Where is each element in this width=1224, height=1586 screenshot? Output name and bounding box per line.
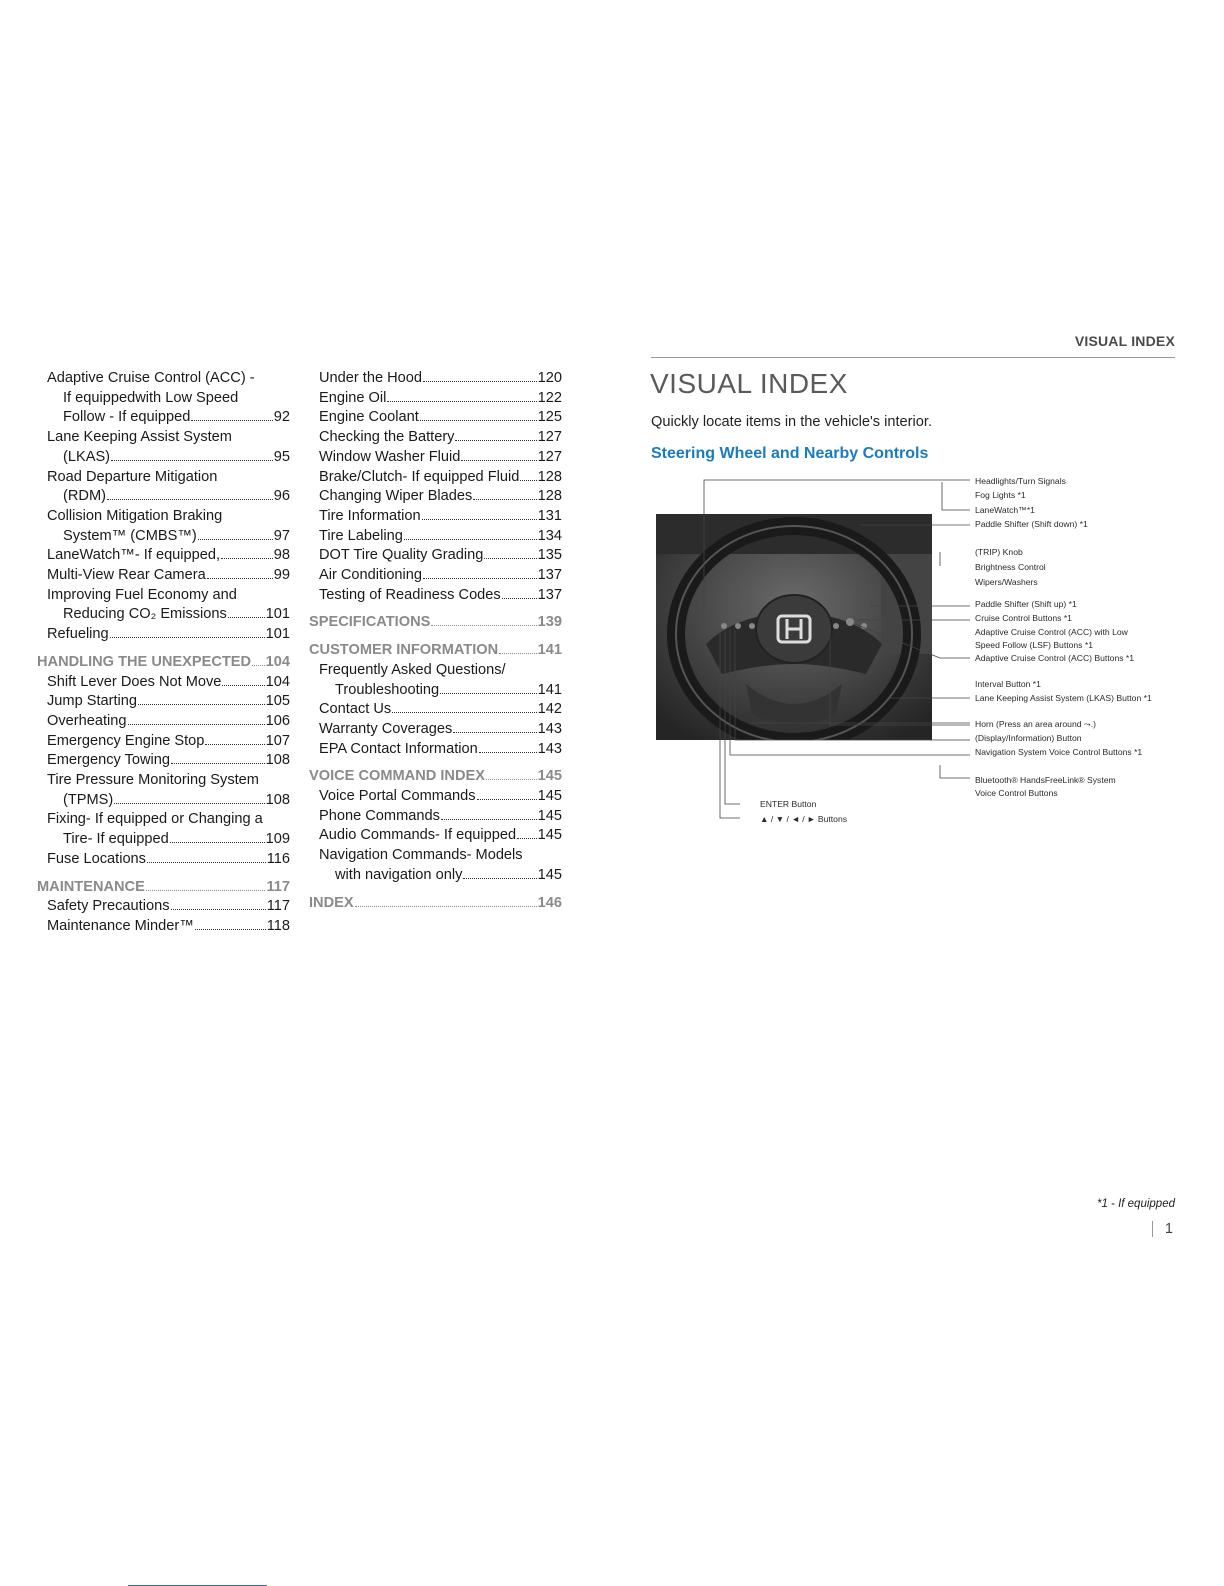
- toc-leader-dots: [195, 929, 266, 930]
- toc-page-number: 145: [537, 807, 562, 824]
- toc-leader-dots: [191, 420, 272, 421]
- callout-cruise-buttons: Cruise Control Buttons *1: [975, 613, 1072, 623]
- toc-entry-label-cont: System™ (CMBS™): [63, 527, 197, 544]
- visual-index-heading: Steering Wheel and Nearby Controls: [651, 445, 929, 462]
- toc-page-number: 143: [537, 720, 562, 737]
- callout-acc-buttons: Adaptive Cruise Control (ACC) Buttons *1: [975, 653, 1135, 663]
- toc-leader-dots: [252, 665, 265, 666]
- toc-entry[interactable]: [37, 507, 290, 546]
- toc-entry[interactable]: [309, 720, 562, 740]
- toc-leader-dots: [387, 401, 536, 402]
- toc-entry[interactable]: [37, 369, 290, 428]
- toc-entry-label: Safety Precautions: [47, 898, 170, 915]
- toc-entry[interactable]: [309, 389, 562, 409]
- callout-paddle-up: Paddle Shifter (Shift up) *1: [975, 599, 1077, 609]
- toc-page-number: 99: [273, 567, 290, 584]
- toc-section[interactable]: [309, 767, 562, 787]
- toc-entry-line: [47, 448, 290, 468]
- toc-page-number: 97: [273, 527, 290, 544]
- toc-leader-dots: [147, 862, 266, 863]
- toc-page-number: 104: [265, 673, 290, 690]
- toc-page-number: 92: [273, 409, 290, 426]
- toc-entry-line: [47, 408, 290, 428]
- toc-entry-label: Emergency Towing: [47, 752, 171, 769]
- toc-entry[interactable]: [37, 897, 290, 917]
- toc-entry-label: Navigation Commands- Models: [319, 847, 523, 864]
- toc-leader-dots: [111, 460, 273, 461]
- toc-entry[interactable]: [309, 408, 562, 428]
- toc-leader-dots: [461, 460, 536, 461]
- toc-leader-dots: [520, 480, 536, 481]
- toc-section[interactable]: [37, 878, 290, 898]
- toc-entry-label-cont: Troubleshooting: [335, 681, 440, 698]
- toc-page-number: 122: [537, 389, 562, 406]
- toc-page-number: 145: [537, 866, 562, 883]
- callout-interval-button: Interval Button *1: [975, 679, 1041, 689]
- toc-entry[interactable]: [37, 850, 290, 870]
- toc-leader-dots: [423, 578, 537, 579]
- toc-page-number: 139: [537, 614, 562, 631]
- toc-entry[interactable]: [37, 566, 290, 586]
- toc-entry-label: Tire Labeling: [319, 527, 403, 544]
- visual-index-title: VISUAL INDEX: [650, 368, 848, 399]
- toc-page-number: 101: [265, 606, 290, 623]
- toc-entry[interactable]: [37, 546, 290, 566]
- toc-leader-dots: [479, 752, 537, 753]
- toc-leader-dots: [114, 803, 264, 804]
- toc-leader-dots: [477, 799, 537, 800]
- toc-section[interactable]: [309, 894, 562, 914]
- toc-entry-label: Collision Mitigation Braking: [47, 507, 223, 524]
- footnote: *1 - If equipped: [1096, 1198, 1175, 1210]
- callout-arrow-buttons: ▲ / ▼ / ◄ / ► Buttons: [760, 814, 848, 824]
- toc-entry-label: Lane Keeping Assist System: [47, 429, 232, 446]
- toc-leader-dots: [171, 909, 266, 910]
- toc-leader-dots: [499, 653, 536, 654]
- toc-page-number: 95: [273, 448, 290, 465]
- toc-page-number: 120: [537, 370, 562, 386]
- toc-page-number: 125: [537, 409, 562, 426]
- toc-entry-label: Changing Wiper Blades: [319, 488, 473, 505]
- toc-entry[interactable]: [309, 740, 562, 760]
- toc-section-label: INDEX: [309, 894, 354, 911]
- toc-entry-label: Frequently Asked Questions/: [319, 661, 506, 678]
- toc-entry-label: Improving Fuel Economy and: [47, 586, 237, 603]
- toc-section[interactable]: [309, 613, 562, 633]
- toc-entry-label: Overheating: [47, 712, 127, 729]
- toc-leader-dots: [486, 779, 537, 780]
- toc-column-2: [309, 369, 562, 913]
- toc-page-number: 108: [265, 752, 290, 769]
- toc-entry-label: Fuse Locations: [47, 850, 146, 867]
- toc-entry[interactable]: [309, 448, 562, 468]
- callout-hfl-2: Voice Control Buttons: [975, 788, 1058, 798]
- toc-entry-label: Road Departure Mitigation: [47, 468, 218, 485]
- toc-page-number: 108: [265, 791, 290, 808]
- toc-entry-line: [47, 487, 290, 507]
- toc-leader-dots: [228, 617, 265, 618]
- toc-entry[interactable]: [37, 586, 290, 625]
- toc-page-number: 106: [265, 712, 290, 729]
- toc-leader-dots: [463, 878, 536, 879]
- toc-entry-label: Adaptive Cruise Control (ACC) -: [47, 370, 255, 386]
- toc-entry[interactable]: [37, 732, 290, 752]
- toc-leader-dots: [440, 693, 537, 694]
- toc-entry-label-cont: Reducing CO₂ Emissions: [63, 606, 227, 623]
- toc-entry[interactable]: [309, 661, 562, 700]
- toc-leader-dots: [423, 381, 537, 382]
- toc-entry-label: Jump Starting: [47, 693, 138, 710]
- toc-entry-label: Warranty Coverages: [319, 720, 453, 737]
- toc-entry-label: Window Washer Fluid: [319, 448, 461, 465]
- toc-entry-line: [47, 527, 290, 547]
- toc-page-number: 142: [537, 701, 562, 718]
- toc-entry[interactable]: [37, 751, 290, 771]
- toc-leader-dots: [502, 598, 537, 599]
- toc-page-number: 137: [537, 567, 562, 584]
- toc-page-number: 118: [266, 917, 290, 934]
- toc-entry[interactable]: [37, 692, 290, 712]
- toc-entry-label-cont: Follow - If equipped: [63, 409, 191, 426]
- toc-leader-dots: [455, 440, 536, 441]
- toc-page-number: 98: [273, 547, 290, 564]
- toc-entry-label: Voice Portal Commands: [319, 788, 476, 805]
- callout-acc-lsf-1: Adaptive Cruise Control (ACC) with Low: [975, 627, 1128, 637]
- callout-enter-button: ENTER Button: [760, 799, 817, 809]
- toc-entry-line: [47, 605, 290, 625]
- toc-page-number: 127: [537, 448, 562, 465]
- toc-entry[interactable]: [37, 625, 290, 645]
- toc-entry-label: Engine Oil: [319, 389, 387, 406]
- toc-page-number: 109: [265, 831, 290, 848]
- toc-section-label: MAINTENANCE: [37, 878, 145, 895]
- callout-hfl-1: Bluetooth® HandsFreeLink® System: [975, 775, 1116, 785]
- toc-section[interactable]: [309, 641, 562, 661]
- toc-leader-dots: [431, 625, 536, 626]
- toc-entry[interactable]: [309, 487, 562, 507]
- toc-leader-dots: [207, 578, 273, 579]
- toc-entry[interactable]: [309, 566, 562, 586]
- toc-leader-dots: [107, 499, 273, 500]
- toc-entry[interactable]: [309, 428, 562, 448]
- toc-entry[interactable]: [309, 586, 562, 606]
- toc-section-label: VOICE COMMAND INDEX: [309, 768, 485, 785]
- toc-section[interactable]: [37, 653, 290, 673]
- toc-leader-dots: [110, 637, 265, 638]
- toc-entry[interactable]: [309, 507, 562, 527]
- toc-entry[interactable]: [309, 527, 562, 547]
- toc-leader-dots: [422, 519, 537, 520]
- toc-entry-label: Fixing- If equipped or Changing a: [47, 811, 263, 828]
- toc-leader-dots: [171, 763, 265, 764]
- toc-entry-label: EPA Contact Information: [319, 740, 478, 757]
- callout-acc-lsf-2: Speed Follow (LSF) Buttons *1: [975, 640, 1093, 650]
- toc-leader-dots: [453, 732, 536, 733]
- toc-leader-dots: [146, 890, 266, 891]
- visual-index-subtitle: Quickly locate items in the vehicle's interior.: [651, 414, 932, 430]
- toc-page-number: 117: [266, 898, 290, 915]
- toc-page-number: 101: [265, 626, 290, 643]
- toc-page-number: 145: [537, 827, 562, 844]
- toc-entry-label: Checking the Battery: [319, 429, 455, 446]
- toc-page-number: 141: [537, 681, 562, 698]
- toc-leader-dots: [484, 558, 536, 559]
- callout-headlights: Headlights/Turn Signals: [975, 476, 1066, 486]
- steering-wheel-diagram: [650, 470, 1180, 830]
- toc-entry-label: Emergency Engine Stop: [47, 732, 205, 749]
- toc-entry-label-cont: (RDM): [63, 488, 106, 505]
- page-number-value: 1: [1164, 1221, 1173, 1237]
- callout-lanewatch: LaneWatch™*1: [975, 505, 1035, 515]
- toc-entry[interactable]: [37, 917, 290, 937]
- toc-leader-dots: [205, 744, 264, 745]
- toc-entry[interactable]: [37, 428, 290, 467]
- toc-entry-label-cont: Tire- If equipped: [63, 831, 169, 848]
- toc-entry-label: Tire Information: [319, 507, 421, 524]
- toc-entry-line: [319, 681, 562, 701]
- header-section-title: VISUAL INDEX: [1074, 333, 1175, 349]
- toc-entry[interactable]: [309, 826, 562, 846]
- toc-entry[interactable]: [309, 700, 562, 720]
- toc-entry-label: Refueling: [47, 626, 109, 643]
- toc-page-number: 145: [537, 788, 562, 805]
- toc-page-number: 146: [537, 894, 562, 911]
- toc-entry-label: Shift Lever Does Not Move: [47, 673, 222, 690]
- toc-page-number: 137: [537, 586, 562, 603]
- toc-leader-dots: [441, 819, 537, 820]
- toc-entry[interactable]: [37, 810, 290, 849]
- toc-page-number: 117: [266, 878, 290, 895]
- toc-entry[interactable]: [309, 468, 562, 488]
- toc-leader-dots: [198, 539, 273, 540]
- toc-leader-dots: [420, 420, 537, 421]
- header-rule: [651, 357, 1175, 358]
- toc-column-1: [37, 369, 290, 937]
- toc-entry[interactable]: [37, 771, 290, 810]
- toc-page-number: 128: [537, 468, 562, 485]
- toc-page-number: 141: [537, 642, 562, 659]
- toc-entry-label-cont: with navigation only: [335, 866, 463, 883]
- toc-entry-line: [47, 791, 290, 811]
- toc-entry-label: Audio Commands- If equipped: [319, 827, 517, 844]
- toc-section-label: HANDLING THE UNEXPECTED: [37, 653, 252, 670]
- toc-leader-dots: [517, 838, 537, 839]
- toc-entry-label: Brake/Clutch- If equipped Fluid: [319, 468, 520, 485]
- toc-page-number: 145: [537, 768, 562, 785]
- callout-trip-knob: (TRIP) Knob: [975, 547, 1023, 557]
- toc-leader-dots: [138, 704, 265, 705]
- toc-entry-label: Testing of Readiness Codes: [319, 586, 501, 603]
- callout-display-button: (Display/Information) Button: [975, 733, 1082, 743]
- toc-page-number: 107: [265, 732, 290, 749]
- toc-leader-dots: [392, 712, 536, 713]
- toc-section-label: SPECIFICATIONS: [309, 614, 431, 631]
- toc-entry[interactable]: [37, 468, 290, 507]
- toc-page-number: 96: [273, 488, 290, 505]
- toc-entry-label: Phone Commands: [319, 807, 440, 824]
- toc-page-number: 135: [537, 547, 562, 564]
- toc-page-number: 143: [537, 740, 562, 757]
- toc-page-number: 127: [537, 429, 562, 446]
- toc-entry[interactable]: [309, 846, 562, 885]
- callout-horn: Horn (Press an area around ⤳.): [975, 719, 1097, 729]
- page-number-divider: [1152, 1221, 1153, 1237]
- callout-brightness: Brightness Control: [975, 562, 1046, 572]
- toc-entry-label: Tire Pressure Monitoring System: [47, 772, 259, 789]
- toc-entry-label: Under the Hood: [319, 370, 423, 386]
- toc-entry-label-cont: (LKAS): [63, 448, 111, 465]
- toc-page-number: 134: [537, 527, 562, 544]
- toc-section-label: CUSTOMER INFORMATION: [309, 642, 499, 659]
- toc-entry-label: Air Conditioning: [319, 567, 423, 584]
- toc-entry-line: [319, 866, 562, 886]
- toc-leader-dots: [404, 539, 537, 540]
- toc-leader-dots: [221, 558, 273, 559]
- toc-page-number: 131: [537, 507, 562, 524]
- callout-paddle-down: Paddle Shifter (Shift down) *1: [975, 519, 1088, 529]
- toc-entry-label: Maintenance Minder™: [47, 917, 194, 934]
- toc-leader-dots: [222, 685, 264, 686]
- toc-entry-label: Contact Us: [319, 701, 392, 718]
- page-number: [1152, 1221, 1173, 1237]
- toc-page-number: 128: [537, 488, 562, 505]
- toc-page-number: 105: [265, 693, 290, 710]
- toc-entry-label: LaneWatch™- If equipped,: [47, 547, 221, 564]
- toc-entry-label: Multi-View Rear Camera: [47, 567, 206, 584]
- callout-wipers: Wipers/Washers: [975, 577, 1038, 587]
- toc-leader-dots: [473, 499, 536, 500]
- toc-entry-label-cont: (TPMS): [63, 791, 114, 808]
- toc-page-number: 116: [266, 850, 290, 867]
- toc-entry-label-cont: If equippedwith Low Speed: [63, 389, 239, 406]
- toc-entry[interactable]: [309, 546, 562, 566]
- toc-entry[interactable]: [37, 673, 290, 693]
- toc-entry-line: [47, 830, 290, 850]
- callout-nav-voice: Navigation System Voice Control Buttons *1: [975, 747, 1143, 757]
- toc-entry[interactable]: [37, 712, 290, 732]
- toc-leader-dots: [128, 724, 265, 725]
- toc-page-number: 104: [265, 653, 290, 670]
- toc-entry-label: DOT Tire Quality Grading: [319, 547, 484, 564]
- toc-entry[interactable]: [309, 369, 562, 389]
- toc-entry[interactable]: [309, 787, 562, 807]
- callout-fog-lights: Fog Lights *1: [975, 490, 1026, 500]
- toc-leader-dots: [355, 906, 537, 907]
- toc-entry-label: Engine Coolant: [319, 409, 419, 426]
- toc-entry[interactable]: [309, 807, 562, 827]
- toc-leader-dots: [170, 842, 265, 843]
- callout-lkas-button: Lane Keeping Assist System (LKAS) Button *1: [975, 693, 1152, 703]
